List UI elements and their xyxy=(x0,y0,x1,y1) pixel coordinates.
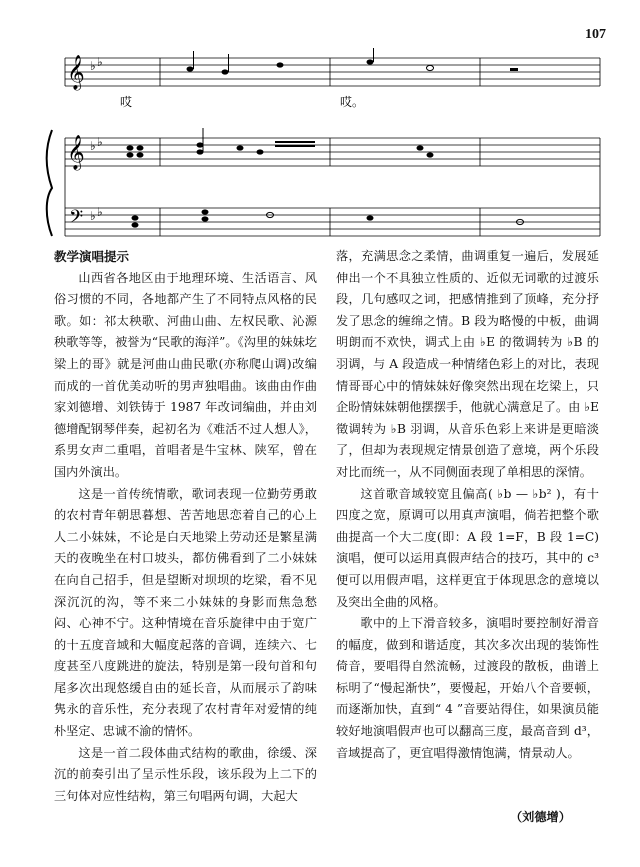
svg-text:♭: ♭ xyxy=(97,55,103,69)
svg-text:♭: ♭ xyxy=(90,209,96,223)
text-column-right xyxy=(336,246,599,764)
section-heading: 教学演唱提示 xyxy=(54,249,130,264)
svg-text:♭: ♭ xyxy=(90,139,96,153)
paragraph-2: 这是一首传统情歌，歌词表现一位勤劳勇敢的农村青年朝思暮想、苦苦地思恋着自己的心上人二小妹妹，不论是白天地梁上劳动还是繁星满天的夜晚坐在村口坡头，都仿佛看到了二小妹妹在向自己招手，但是望断对坝坝的圪梁，看不见深沉沉的沟，等不来二小妹妹的身影而焦急愁闷、心神不宁。这种情境在音乐旋律中由于宽广的十五度音域和大幅度起落的音调，连续六、七度甚至八度跳进的旋法，特别是第一段句首和句尾多次出现悠缓自由的延长音，从而展示了韵味隽永的音乐性，充分表现了农村青年对爱情的纯朴坚定、忠诚不渝的情怀。 xyxy=(54,486,317,739)
page-number: 107 xyxy=(585,27,606,42)
paragraph-1: 山西省各地区由于地理环境、生活语言、风俗习惯的不同，各地都产生了不同特点风格的民歌。如：祁太秧歌、河曲山曲、左权民歌、沁源秧歌等等，被誉为“民歌的海洋”。《沟里的妹妹圪梁上的哥》就是河曲山曲民歌(亦称爬山调)改编而成的一首优美动听的男声独唱曲。该曲由作曲家刘德增、刘铁铸于 1987 年改词编曲，并由刘德增配钢琴伴奏，起初名为《难活不过人想人》，系男女声二重唱，首唱者是牛宝林、陕军，曾在国内外演出。 xyxy=(54,270,317,479)
vocal-notes xyxy=(187,48,519,75)
piano-brace xyxy=(47,130,52,236)
bass-clef-icon: 𝄢 xyxy=(69,207,84,232)
piano-treble-notes xyxy=(127,128,434,158)
treble-clef-icon: 𝄞 xyxy=(67,55,85,90)
paragraph-5: 歌中的上下滑音较多，演唱时要控制好滑音的幅度，做到和谐适度，其次多次出现的装饰性倚音，要唱得自然流畅，过渡段的散板，曲谱上标明了“慢起渐快”，要慢起，开始八个音要顿，而逐渐加快，直到“ 4 ”音要站得住，如果演员能较好地演唱假声也可以翻高三度，最高音到 d³，音域提高了，更宜唱得激情饱满，情景动人。 xyxy=(336,616,599,760)
svg-text:♭: ♭ xyxy=(90,59,96,73)
paragraph-3: 这是一首二段体曲式结构的歌曲，徐缓、深沉的前奏引出了呈示性乐段，该乐段为上二下的三句体对应性结构，第三句唱两句调，大起大 xyxy=(54,745,317,803)
paragraph-4: 这首歌音域较宽且偏高( ♭b — ♭b² )，有十四度之宽，原调可以用真声演唱，倘若把整个歌曲提高一个大二度(即：A 段 1=F，B 段 1=C)演唱，便可以运用真假声结合的技巧，其中的 c³ 便可以用假声唱，这样更宜于体现思念的意境以及突出全曲的风格。 xyxy=(336,486,599,609)
author-signature: （刘德增） xyxy=(510,810,571,824)
music-score xyxy=(40,48,610,238)
svg-text:𝄞: 𝄞 xyxy=(67,135,85,170)
piano-bass-staff xyxy=(65,208,600,236)
lyric-1: 哎 xyxy=(120,95,133,109)
vocal-staff xyxy=(65,58,600,86)
svg-text:♭: ♭ xyxy=(97,135,103,149)
piano-bass-notes xyxy=(132,209,524,227)
piano-treble-staff xyxy=(65,138,600,236)
paragraph-3-continued: 落，充满思念之柔情，曲调重复一遍后，发展延伸出一个不具独立性质的、近似无词歌的过渡乐段，几句感叹之词，把感情推到了顶峰，充分抒发了思念的缠绵之情。B 段为略慢的中板，曲调明朗而不欢快，调式上由 ♭E 的徵调转为 ♭B 的羽调，与 A 段造成一种情绪色彩上的对比，表现情哥哥心中的情妹妹好像突然出现在圪梁上，只企盼情妹妹朝他摆摆手，他就心满意足了。由 ♭E 徵调转为 ♭B 羽调，从音乐色彩上来讲是更暗淡了，但却为表现规定情景创造了意境，两个乐段对比而统一，从不同侧面表现了单相思的深情。 xyxy=(336,249,599,479)
lyric-2: 哎。 xyxy=(340,95,365,109)
text-column-left xyxy=(54,246,317,807)
svg-text:♭: ♭ xyxy=(97,205,103,219)
